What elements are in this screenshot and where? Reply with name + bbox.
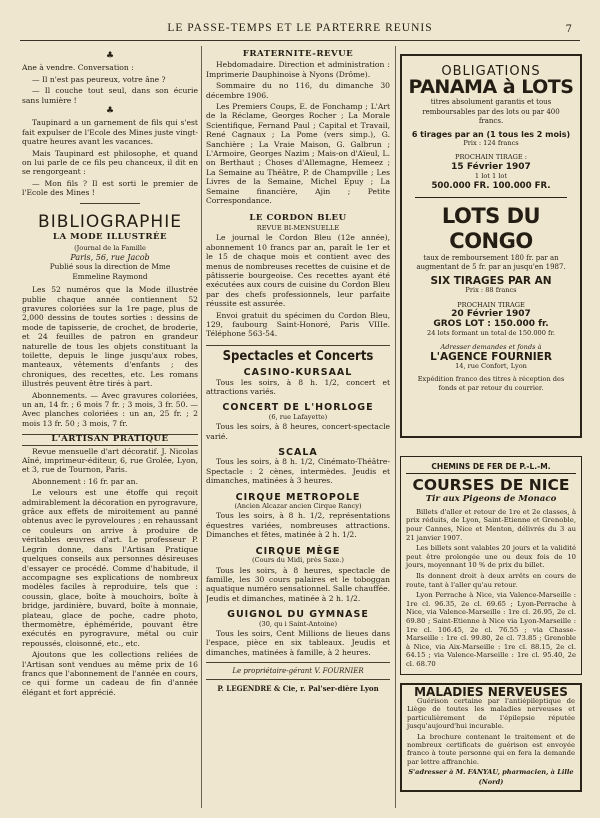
congo-address-intro: Adresser demandes et fonds à: [440, 343, 542, 352]
congo-gros-lot: GROS LOT : 150.000 fr.: [433, 318, 549, 329]
venue-name: SCALA: [278, 447, 318, 459]
fraternite-paragraph: Sommaire du no 116, du dimanche 30 décembre 1906.: [206, 81, 390, 100]
panama-text: titres absolument garantis et tous remboursables par des lots ou par 400 francs.: [422, 98, 560, 126]
joke-paragraph: Taupinard a un garnement de fils qui s'est fait expulser de l'Ecole des Mines juste vingt-quatre heures avant les vacances.: [22, 118, 198, 147]
cordon-paragraph: Le journal le Cordon Bleu (12e année), abonnement 10 francs par an, paraît le 1er et le 15 de chaque mois et contient avec des menus de nombreuses recettes de cuisine et de pâtisserie bourgeoise. Ces recettes ayant été exécutées aux cours de cuisine du Cordon Bleu par des chefs professionnels, leur parfaite réussite est assurée.: [206, 233, 390, 309]
mode-subtitle: (Journal de la Famille: [74, 243, 146, 252]
courses-fares: Lyon Perrache à Nice, via Valence-Marseille : 1re cl. 96.35, 2e cl. 69.65 ; Lyon-Perrache à Nice, via Valence-Marseille : 1re cl. 26.95, 2e cl. 69.80 ; Saint-Etienne à Nice via Lyon-Marseille : 1re cl. 106.45, 2e cl. 76.55 ; via Chasse-Marseille : 1re cl. 99.80, 2e cl. 73.85 ; Grenoble à Nice, via Aix-Marseille : 1re cl. 88.15, 2e cl. 64.15 ; via Valence-Marseille : 1re cl. 95.40, 2e cl. 68.70: [406, 591, 576, 668]
congo-title: LOTS DU CONGO: [441, 204, 541, 254]
congo-price: Prix : 88 francs: [465, 286, 517, 295]
joke-line: Ane à vendre. Conversation :: [22, 63, 134, 73]
venue-address: (Ancien Alcazar ancien Cirque Rancy): [234, 502, 362, 511]
joke-line: — Il couche tout seul, dans son écurie sans lumière !: [22, 86, 198, 105]
panama-price: Prix : 124 francs: [463, 139, 519, 148]
joke-line: — Il n'est pas peureux, votre âne ?: [32, 74, 166, 84]
venue-text: Tous les soirs, à 8 heures, spectacle de famille, les 30 cours palaires et le toboggan aquatique numéro sensationnel. Salle chauffée. Jeudis et dimanches, matinée à 2 h. 1/2.: [206, 565, 390, 603]
artisan-paragraph: Le velours est une étoffe qui reçoit admirablement la décoration en pyrogravure, grâce aux effets de miroitement au panné obtenus avec le pyroveloures ; en rehaussant ce couleurs on arrive à produire de véritables œuvres d'art. Le professeur P. Legrin donne, dans l'Artisan Pratique quelques conseils aux personnes désireuses d'essayer ce procédé. Comme d'habitude, il accompagne ses explications de nombreux modèles faciles à reproduire, tels que : coussin, glace, boîte à mouchoirs, boîte à bridge, jardinière, buvard, boîte à monnaie, plateau, glace de poche, cadre photo, thermomètre, éphéméride, pouvant être exécutés en pyrogravure, métal ou cuir repoussés, cloisonné, etc., etc.: [22, 488, 198, 648]
venue-text: Tous les soirs, à 8 h. 1/2, Cinémato-Théâtre-Spectacle : 2 cènes, intermèdes. Jeudis et dimanches, matinées à 3 heures.: [206, 457, 390, 486]
venue-address: (Cours du Midi, près Saxe.): [252, 556, 344, 565]
venue-name: GUIGNOL DU GYMNASE: [227, 609, 369, 621]
agence-name: L'AGENCE FOURNIER: [430, 350, 552, 363]
congo-expedition: Expédition franco des titres à réception des fonds et par retour du courrier.: [417, 374, 565, 392]
fraternite-title: FRATERNITÉ-REVUE: [242, 50, 354, 59]
maladies-text: La brochure contenant le traitement et de nombreux certificats de guérison est envoyée franco à toute personne qui en fera la demande par lettre affranchie.: [407, 732, 575, 766]
column-right: [400, 50, 582, 810]
column-divider: [201, 46, 202, 808]
panama-brand: PANAMA à LOTS: [408, 76, 574, 99]
panama-date: 15 Février 1907: [451, 161, 531, 172]
venue-name: CIRQUE MÈGE: [255, 545, 341, 557]
page-number: 7: [565, 24, 572, 35]
artisan-title: L'ARTISAN PRATIQUE: [22, 434, 198, 445]
courses-subtitle: Tir aux Pigeons de Monaco: [425, 494, 557, 505]
mode-title: LA MODE ILLUSTRÉE: [52, 232, 168, 243]
panama-lots-values: 500.000 FR. 100.000 FR.: [431, 180, 551, 191]
header-rule: [20, 40, 580, 41]
courses-paragraph: Les billets sont valables 20 jours et la validité peut être prolongée une ou deux fois de 10 jours, moyennant 10 % de prix du billet.: [406, 544, 576, 570]
mode-publisher: Publié sous la direction de Mme Emmeline Raymond: [49, 262, 171, 281]
column-middle: [206, 50, 390, 810]
joke-paragraph: Mais Taupinard est philosophe, et quand on lui parle de ce fils peu chanceux, il dit en se rengorgeant :: [22, 148, 198, 177]
agence-address: 14, rue Confort, Lyon: [455, 362, 527, 371]
congo-date: 20 Février 1907: [451, 309, 531, 320]
courses-paragraph: Ils donnent droit à deux arrêts en cours de route, tant à l'aller qu'au retour.: [406, 571, 576, 589]
venue-address: (30, qu i Saint-Antoine): [258, 619, 338, 628]
fraternite-paragraph: Les Premiers Coups, E. de Fonchamp ; L'Art de la Réclame, Georges Rocher ; La Morale Scientifique, Fernand Paul ; Capital et Travail, René Cagnaux ; La Pome (vers simp.), G. Sanchière ; La Vraie Maison, G. Galbrun ; L'Armoire, Georges Nazim ; Mais-on d'Aïeul, L. on Berthaut ; Choses d'Allemagne, Hemeez ; La Semaine au Théâtre, P. de Champville ; Les Livres de la Semaine, Michel Epuy ; La Semaine financière, Ajin ; Petite Correspondance.: [206, 102, 390, 206]
ornament: ♣: [105, 106, 115, 117]
spectacles-heading: Spectacles et Concerts: [222, 348, 374, 364]
venue-text: Tous les soirs, à 8 heures, concert-spectacle varié.: [206, 422, 390, 441]
page-header-title: LE PASSE-TEMPS ET LE PARTERRE REUNIS: [167, 22, 433, 34]
courses-paragraph: Billets d'aller et retour de 1re et 2e classes, à prix réduits, de Lyon, Saint-Etienne et Grenoble, pour Cannes, Nice et Menton, délivrés du 3 au 21 janvier 1907.: [406, 507, 576, 542]
column-divider: [395, 46, 396, 808]
maladies-title: MALADIES NERVEUSES: [414, 684, 568, 699]
venue-name: CIRQUE METROPOLE: [235, 491, 361, 503]
venue-text: Tous les soirs, à 8 h. 1/2, concert et attractions variés.: [206, 377, 390, 396]
congo-lots: 24 lots formant un total de 150.000 fr.: [427, 328, 555, 337]
mode-subscriptions: Abonnements. — Avec gravures coloriées, un an, 14 fr. ; 6 mois 7 fr. ; 3 mois, 3 fr. 50. — Avec planches coloriées : un an, 25 fr. ; 2 mois 13 fr. 50 ; 3 mois, 7 fr.: [22, 390, 198, 428]
congo-text: taux de remboursement 180 fr. par an augmentant de 5 fr. par an jusqu'en 1987.: [416, 254, 566, 272]
cordon-paragraph: Envoi gratuit du spécimen du Cordon Bleu, 129, faubourg Saint-Honoré, Paris VIIIe. Téléphone 563-54.: [206, 310, 390, 339]
cordon-subtitle: REVUE BI-MENSUELLE: [256, 223, 340, 232]
fraternite-paragraph: Hebdomadaire. Direction et administration : Imprimerie Dauphinoise à Nyons (Drôme).: [206, 60, 390, 79]
maladies-address: S'adresser à M. FANYAU, pharmacien, à Lille (Nord): [408, 768, 574, 786]
maladies-text: Guérison certaine par l'antiépileptique de Liège de toutes les maladies nerveuses et particulièrement de l'épilepsie réputée jusqu'aujourd'hui incurable.: [407, 696, 575, 731]
venue-text: Tous les soirs, à 8 h. 1/2, représentations équestres variées, nombreuses attractions. Dimanches et fêtes, matinée à 2 h. 1/2.: [206, 511, 390, 540]
panama-tirages: 6 tirages par an (1 tous les 2 mois): [411, 129, 571, 139]
ornament: ♣: [105, 51, 115, 61]
artisan-paragraph: Revue mensuelle d'art décoratif. J. Nicolas Aîné, imprimeur-éditeur, 6, rue Grolée, Lyon, et 3, rue de Tournon, Paris.: [22, 446, 198, 475]
courses-title: COURSES DE NICE: [412, 476, 570, 495]
mode-address: Paris, 56, rue Jacob: [70, 252, 150, 262]
column-left: [22, 50, 198, 810]
lots-advert: [400, 54, 582, 438]
artisan-paragraph: Ajoutons que les collections reliées de l'Artisan sont vendues au même prix de 16 francs que l'abonnement de l'année en cours, ce qui forme un cadeau de fin d'année élégant et fort apprécié.: [22, 650, 198, 697]
printer-line: P. LEGENDRE & Cie, r. Pal'ser-dière Lyon: [217, 683, 379, 693]
congo-tirages: SIX TIRAGES PAR AN: [430, 274, 552, 287]
courses-advert: [400, 456, 582, 675]
mode-paragraph: Les 52 numéros que la Mode illustrée publie chaque année contiennent 52 gravures coloriées sur la 1re page, plus de 2,000 dessins de toutes sorties : dessins de mode de tapisserie, de crochet, de broderie, et 24 feuilles de patron en grandeur naturelle de tous les objets constituant la toilette, depuis le linge jusqu'aux robes, manteaux, vêtements d'enfants ; des chroniques, des recettes, etc. Les romans illustrés peuvent être tirés à part.: [22, 285, 198, 389]
artisan-paragraph: Abonnement : 16 fr. par an.: [32, 476, 138, 486]
maladies-advert: [400, 683, 582, 792]
venue-address: (6, rue Lafayette): [268, 412, 328, 421]
venue-name: CASINO-KURSAAL: [243, 367, 353, 379]
panama-lots-head: 1 lot 1 lot: [474, 172, 508, 181]
bibliographie-heading: BIBLIOGRAPHIE: [38, 211, 182, 232]
cordon-title: LE CORDON BLEU: [249, 212, 347, 223]
separator: [80, 203, 140, 204]
congo-next: PROCHAIN TIRAGE: [457, 300, 525, 309]
gerant-line: Le propriétaire-gérant V. FOURNIER: [232, 667, 364, 676]
chemins-title: CHEMINS DE FER DE P.-L.-M.: [431, 462, 551, 471]
panama-next: PROCHAIN TIRAGE :: [455, 153, 527, 162]
obligations-title: OBLIGATIONS: [441, 64, 541, 79]
venue-name: CONCERT DE L'HORLOGE: [222, 402, 374, 414]
joke-paragraph: — Mon fils ? Il est sorti le premier de l'Ecole des Mines !: [22, 178, 198, 198]
venue-text: Tous les soirs, Cent Millions de lieues dans l'espace, pièce en six tableaux. Jeudis et dimanches, matinées à famille, à 2 heures.: [206, 628, 390, 657]
